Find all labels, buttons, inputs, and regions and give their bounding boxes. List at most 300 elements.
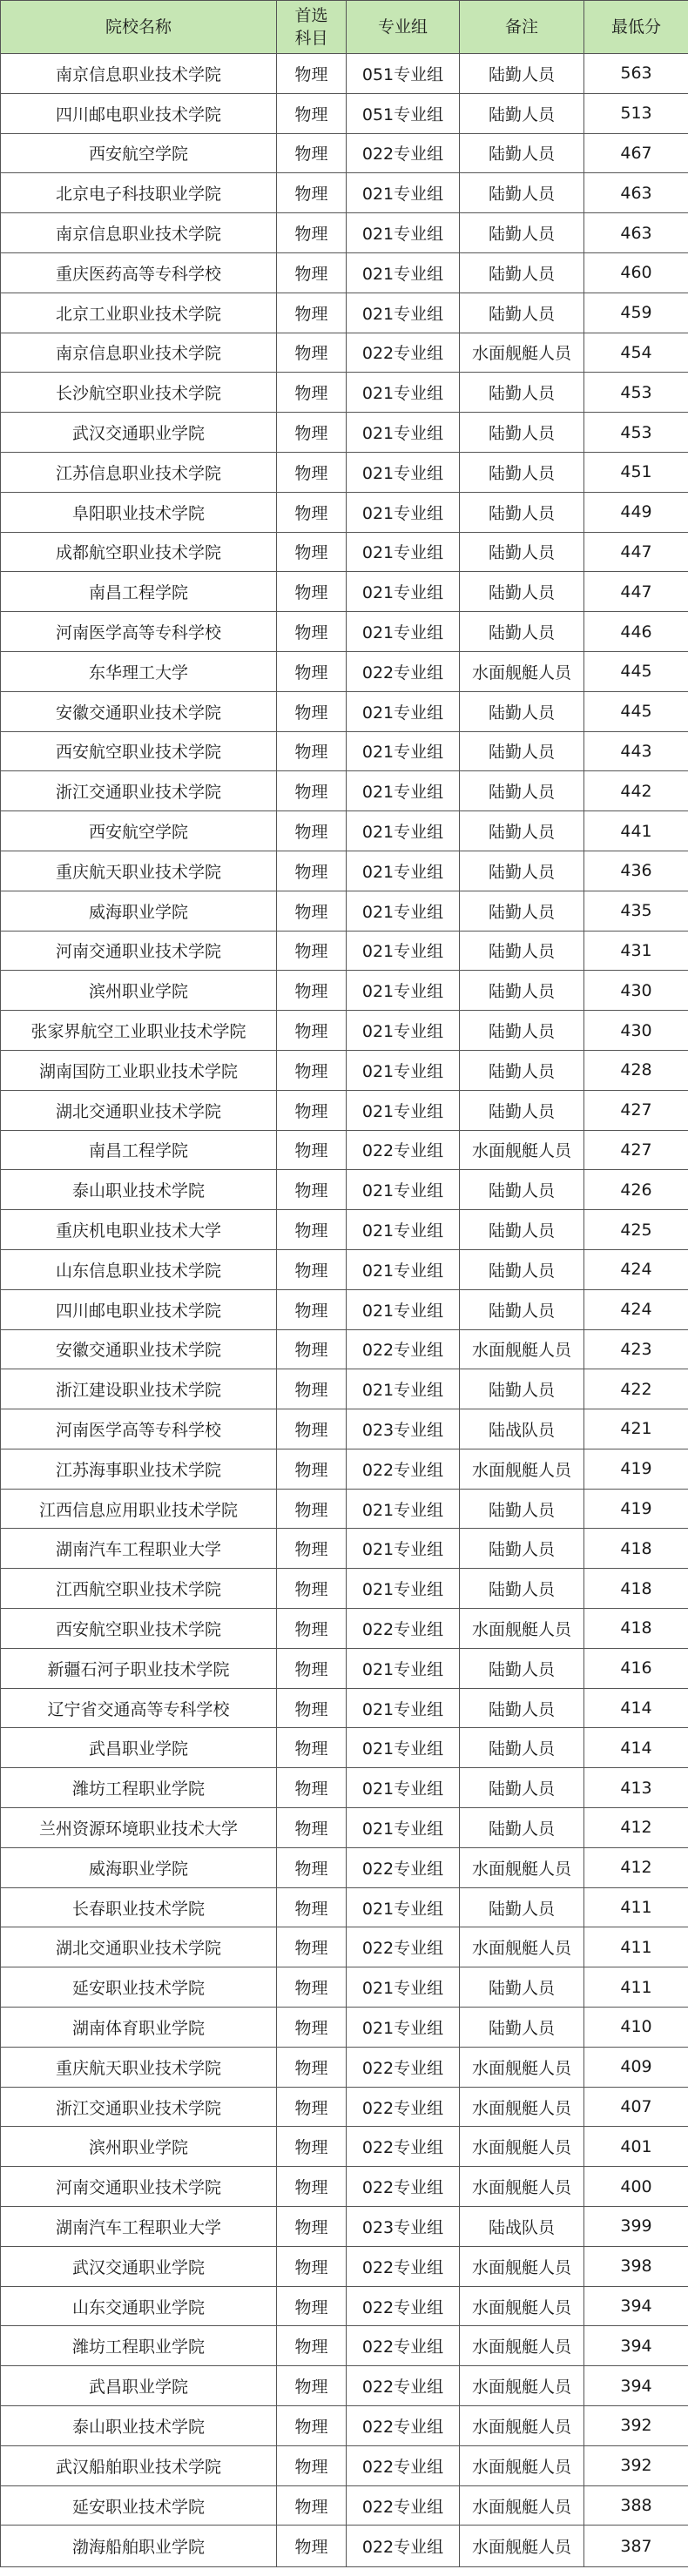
cell-subject: 物理 xyxy=(277,293,347,333)
cell-min-score: 422 xyxy=(584,1369,688,1409)
cell-subject: 物理 xyxy=(277,651,347,691)
cell-min-score: 419 xyxy=(584,1489,688,1529)
cell-remark: 水面舰艇人员 xyxy=(460,2286,584,2326)
cell-major-group: 021专业组 xyxy=(347,213,460,253)
cell-major-group: 021专业组 xyxy=(347,811,460,851)
cell-subject: 物理 xyxy=(277,1050,347,1090)
cell-min-score: 416 xyxy=(584,1648,688,1688)
cell-min-score: 410 xyxy=(584,2008,688,2048)
table-row xyxy=(1,1489,688,1529)
cell-school-name: 浙江建设职业技术学院 xyxy=(1,1369,277,1409)
cell-major-group: 022专业组 xyxy=(347,2366,460,2406)
table-header xyxy=(1,1,688,54)
cell-remark: 陆勤人员 xyxy=(460,971,584,1011)
cell-remark: 水面舰艇人员 xyxy=(460,1449,584,1489)
table-row xyxy=(1,333,688,373)
cell-school-name: 武昌职业学院 xyxy=(1,2366,277,2406)
cell-subject: 物理 xyxy=(277,2047,347,2087)
header-major-group: 专业组 xyxy=(347,1,460,54)
cell-min-score: 436 xyxy=(584,851,688,891)
table-row xyxy=(1,572,688,612)
cell-subject: 物理 xyxy=(277,1847,347,1887)
cell-major-group: 021专业组 xyxy=(347,492,460,532)
cell-major-group: 022专业组 xyxy=(347,2087,460,2127)
cell-min-score: 394 xyxy=(584,2326,688,2366)
cell-major-group: 021专业组 xyxy=(347,1967,460,2008)
cell-remark: 陆勤人员 xyxy=(460,492,584,532)
cell-school-name: 延安职业技术学院 xyxy=(1,2485,277,2526)
cell-school-name: 南昌工程学院 xyxy=(1,1130,277,1170)
table-row xyxy=(1,1210,688,1250)
table-row xyxy=(1,1011,688,1051)
cell-major-group: 021专业组 xyxy=(347,452,460,492)
cell-major-group: 021专业组 xyxy=(347,612,460,652)
cell-major-group: 021专业组 xyxy=(347,931,460,971)
cell-subject: 物理 xyxy=(277,173,347,213)
cell-school-name: 湖南汽车工程职业大学 xyxy=(1,2207,277,2247)
cell-min-score: 394 xyxy=(584,2366,688,2406)
cell-remark: 水面舰艇人员 xyxy=(460,1927,584,1967)
cell-major-group: 021专业组 xyxy=(347,1648,460,1688)
table-row xyxy=(1,213,688,253)
cell-major-group: 021专业组 xyxy=(347,1090,460,1130)
cell-min-score: 388 xyxy=(584,2485,688,2526)
cell-subject: 物理 xyxy=(277,2207,347,2247)
cell-min-score: 435 xyxy=(584,891,688,931)
cell-major-group: 022专业组 xyxy=(347,2246,460,2286)
table-row xyxy=(1,1569,688,1609)
cell-remark: 陆勤人员 xyxy=(460,213,584,253)
cell-min-score: 411 xyxy=(584,1927,688,1967)
cell-major-group: 051专业组 xyxy=(347,93,460,133)
cell-min-score: 418 xyxy=(584,1529,688,1569)
cell-school-name: 南京信息职业技术学院 xyxy=(1,54,277,94)
table-row xyxy=(1,1369,688,1409)
cell-school-name: 重庆机电职业技术大学 xyxy=(1,1210,277,1250)
cell-school-name: 北京电子科技职业学院 xyxy=(1,173,277,213)
cell-remark: 陆勤人员 xyxy=(460,1967,584,2008)
cell-school-name: 北京工业职业技术学院 xyxy=(1,293,277,333)
cell-subject: 物理 xyxy=(277,1927,347,1967)
cell-major-group: 022专业组 xyxy=(347,333,460,373)
cell-school-name: 西安航空职业技术学院 xyxy=(1,731,277,771)
cell-major-group: 022专业组 xyxy=(347,2526,460,2567)
cell-major-group: 022专业组 xyxy=(347,2485,460,2526)
cell-remark: 陆勤人员 xyxy=(460,1489,584,1529)
table-row xyxy=(1,1768,688,1808)
cell-subject: 物理 xyxy=(277,2286,347,2326)
cell-remark: 陆勤人员 xyxy=(460,1210,584,1250)
cell-min-score: 426 xyxy=(584,1170,688,1210)
cell-remark: 水面舰艇人员 xyxy=(460,2326,584,2366)
cell-school-name: 西安航空学院 xyxy=(1,811,277,851)
cell-remark: 水面舰艇人员 xyxy=(460,333,584,373)
cell-school-name: 重庆医药高等专科学校 xyxy=(1,252,277,293)
table-row xyxy=(1,851,688,891)
table-row xyxy=(1,1249,688,1289)
cell-school-name: 兰州资源环境职业技术大学 xyxy=(1,1808,277,1848)
cell-school-name: 重庆航天职业技术学院 xyxy=(1,2047,277,2087)
cell-school-name: 渤海船舶职业学院 xyxy=(1,2526,277,2567)
cell-remark: 陆勤人员 xyxy=(460,1050,584,1090)
cell-major-group: 022专业组 xyxy=(347,2127,460,2167)
cell-school-name: 湖南体育职业学院 xyxy=(1,2008,277,2048)
cell-min-score: 463 xyxy=(584,173,688,213)
cell-major-group: 021专业组 xyxy=(347,2008,460,2048)
cell-major-group: 021专业组 xyxy=(347,413,460,453)
cell-min-score: 387 xyxy=(584,2526,688,2567)
cell-subject: 物理 xyxy=(277,2485,347,2526)
cell-major-group: 022专业组 xyxy=(347,2286,460,2326)
cell-min-score: 441 xyxy=(584,811,688,851)
cell-school-name: 延安职业技术学院 xyxy=(1,1967,277,2008)
cell-remark: 陆勤人员 xyxy=(460,133,584,173)
cell-min-score: 398 xyxy=(584,2246,688,2286)
table-row xyxy=(1,2207,688,2247)
table-row xyxy=(1,1130,688,1170)
cell-remark: 水面舰艇人员 xyxy=(460,2167,584,2207)
cell-subject: 物理 xyxy=(277,1289,347,1329)
cell-remark: 陆勤人员 xyxy=(460,891,584,931)
cell-major-group: 023专业组 xyxy=(347,2207,460,2247)
table-row xyxy=(1,413,688,453)
cell-min-score: 430 xyxy=(584,1011,688,1051)
cell-subject: 物理 xyxy=(277,1648,347,1688)
cell-school-name: 河南医学高等专科学校 xyxy=(1,1409,277,1449)
cell-subject: 物理 xyxy=(277,54,347,94)
cell-major-group: 051专业组 xyxy=(347,54,460,94)
cell-remark: 陆勤人员 xyxy=(460,1887,584,1927)
cell-subject: 物理 xyxy=(277,373,347,413)
cell-min-score: 447 xyxy=(584,532,688,572)
cell-major-group: 021专业组 xyxy=(347,1887,460,1927)
cell-min-score: 409 xyxy=(584,2047,688,2087)
cell-subject: 物理 xyxy=(277,2167,347,2207)
cell-min-score: 449 xyxy=(584,492,688,532)
cell-subject: 物理 xyxy=(277,1489,347,1529)
table-row xyxy=(1,1887,688,1927)
cell-remark: 水面舰艇人员 xyxy=(460,2127,584,2167)
cell-remark: 水面舰艇人员 xyxy=(460,651,584,691)
cell-school-name: 安徽交通职业技术学院 xyxy=(1,1329,277,1369)
cell-remark: 陆勤人员 xyxy=(460,1011,584,1051)
cell-school-name: 江西航空职业技术学院 xyxy=(1,1569,277,1609)
cell-subject: 物理 xyxy=(277,1449,347,1489)
cell-major-group: 021专业组 xyxy=(347,1369,460,1409)
cell-major-group: 021专业组 xyxy=(347,1808,460,1848)
table-row xyxy=(1,651,688,691)
table-row xyxy=(1,252,688,293)
cell-major-group: 021专业组 xyxy=(347,1050,460,1090)
cell-remark: 陆勤人员 xyxy=(460,2008,584,2048)
cell-major-group: 021专业组 xyxy=(347,252,460,293)
cell-remark: 水面舰艇人员 xyxy=(460,1609,584,1649)
cell-min-score: 424 xyxy=(584,1289,688,1329)
cell-school-name: 重庆航天职业技术学院 xyxy=(1,851,277,891)
cell-school-name: 安徽交通职业技术学院 xyxy=(1,691,277,731)
table-body xyxy=(1,54,688,2567)
cell-school-name: 江西信息应用职业技术学院 xyxy=(1,1489,277,1529)
cell-school-name: 湖南国防工业职业技术学院 xyxy=(1,1050,277,1090)
cell-major-group: 021专业组 xyxy=(347,1569,460,1609)
cell-remark: 陆勤人员 xyxy=(460,1369,584,1409)
cell-min-score: 453 xyxy=(584,413,688,453)
cell-min-score: 445 xyxy=(584,691,688,731)
table-row xyxy=(1,452,688,492)
cell-major-group: 021专业组 xyxy=(347,891,460,931)
cell-subject: 物理 xyxy=(277,2366,347,2406)
cell-subject: 物理 xyxy=(277,2326,347,2366)
table-row xyxy=(1,1648,688,1688)
cell-major-group: 022专业组 xyxy=(347,2445,460,2485)
cell-subject: 物理 xyxy=(277,1170,347,1210)
cell-school-name: 西安航空学院 xyxy=(1,133,277,173)
cell-remark: 陆勤人员 xyxy=(460,293,584,333)
cell-subject: 物理 xyxy=(277,252,347,293)
cell-min-score: 454 xyxy=(584,333,688,373)
cell-major-group: 021专业组 xyxy=(347,731,460,771)
cell-school-name: 滨州职业学院 xyxy=(1,2127,277,2167)
table-row xyxy=(1,2246,688,2286)
cell-subject: 物理 xyxy=(277,691,347,731)
cell-school-name: 西安航空职业技术学院 xyxy=(1,1609,277,1649)
cell-major-group: 022专业组 xyxy=(347,2326,460,2366)
cell-major-group: 022专业组 xyxy=(347,1927,460,1967)
cell-school-name: 新疆石河子职业技术学院 xyxy=(1,1648,277,1688)
cell-major-group: 021专业组 xyxy=(347,1489,460,1529)
cell-subject: 物理 xyxy=(277,2246,347,2286)
cell-major-group: 021专业组 xyxy=(347,1289,460,1329)
cell-remark: 水面舰艇人员 xyxy=(460,2485,584,2526)
cell-major-group: 021专业组 xyxy=(347,1688,460,1728)
table-row xyxy=(1,532,688,572)
cell-min-score: 427 xyxy=(584,1130,688,1170)
table-row xyxy=(1,811,688,851)
table-row xyxy=(1,691,688,731)
cell-school-name: 湖北交通职业技术学院 xyxy=(1,1090,277,1130)
table-row xyxy=(1,293,688,333)
cell-min-score: 428 xyxy=(584,1050,688,1090)
cell-school-name: 河南交通职业技术学院 xyxy=(1,2167,277,2207)
cell-major-group: 021专业组 xyxy=(347,1768,460,1808)
table-row xyxy=(1,2366,688,2406)
table-row xyxy=(1,2326,688,2366)
cell-remark: 陆勤人员 xyxy=(460,373,584,413)
cell-subject: 物理 xyxy=(277,1409,347,1449)
table-row xyxy=(1,2167,688,2207)
cell-school-name: 武汉交通职业学院 xyxy=(1,413,277,453)
cell-min-score: 418 xyxy=(584,1569,688,1609)
cell-major-group: 021专业组 xyxy=(347,1728,460,1768)
cell-school-name: 江苏海事职业技术学院 xyxy=(1,1449,277,1489)
cell-min-score: 431 xyxy=(584,931,688,971)
table-row xyxy=(1,2047,688,2087)
cell-min-score: 463 xyxy=(584,213,688,253)
cell-major-group: 021专业组 xyxy=(347,173,460,213)
cell-major-group: 022专业组 xyxy=(347,2047,460,2087)
cell-remark: 陆勤人员 xyxy=(460,1648,584,1688)
cell-major-group: 021专业组 xyxy=(347,373,460,413)
cell-remark: 陆勤人员 xyxy=(460,1090,584,1130)
cell-min-score: 443 xyxy=(584,731,688,771)
cell-min-score: 421 xyxy=(584,1409,688,1449)
table-row xyxy=(1,173,688,213)
cell-min-score: 394 xyxy=(584,2286,688,2326)
cell-min-score: 411 xyxy=(584,1887,688,1927)
cell-school-name: 江苏信息职业技术学院 xyxy=(1,452,277,492)
cell-school-name: 泰山职业技术学院 xyxy=(1,2406,277,2446)
cell-major-group: 021专业组 xyxy=(347,771,460,811)
table-row xyxy=(1,1090,688,1130)
cell-school-name: 河南交通职业技术学院 xyxy=(1,931,277,971)
table-row xyxy=(1,1289,688,1329)
cell-major-group: 021专业组 xyxy=(347,1529,460,1569)
cell-school-name: 南昌工程学院 xyxy=(1,572,277,612)
cell-subject: 物理 xyxy=(277,1728,347,1768)
cell-school-name: 河南医学高等专科学校 xyxy=(1,612,277,652)
cell-major-group: 021专业组 xyxy=(347,1170,460,1210)
table-row xyxy=(1,2286,688,2326)
cell-remark: 陆勤人员 xyxy=(460,731,584,771)
cell-remark: 水面舰艇人员 xyxy=(460,1847,584,1887)
cell-subject: 物理 xyxy=(277,532,347,572)
table-row xyxy=(1,1170,688,1210)
cell-min-score: 459 xyxy=(584,293,688,333)
table-row xyxy=(1,373,688,413)
cell-subject: 物理 xyxy=(277,1249,347,1289)
cell-school-name: 长沙航空职业技术学院 xyxy=(1,373,277,413)
cell-school-name: 成都航空职业技术学院 xyxy=(1,532,277,572)
cell-major-group: 021专业组 xyxy=(347,293,460,333)
cell-remark: 陆勤人员 xyxy=(460,1529,584,1569)
header-school-name: 院校名称 xyxy=(1,1,277,54)
header-min-score: 最低分 xyxy=(584,1,688,54)
cell-subject: 物理 xyxy=(277,1329,347,1369)
cell-school-name: 滨州职业学院 xyxy=(1,971,277,1011)
cell-min-score: 453 xyxy=(584,373,688,413)
cell-remark: 陆勤人员 xyxy=(460,771,584,811)
cell-remark: 陆勤人员 xyxy=(460,931,584,971)
cell-remark: 陆勤人员 xyxy=(460,691,584,731)
cell-subject: 物理 xyxy=(277,93,347,133)
table-row xyxy=(1,1609,688,1649)
cell-remark: 水面舰艇人员 xyxy=(460,2406,584,2446)
cell-major-group: 021专业组 xyxy=(347,851,460,891)
table-row xyxy=(1,2526,688,2567)
cell-remark: 水面舰艇人员 xyxy=(460,1130,584,1170)
table-row xyxy=(1,731,688,771)
cell-school-name: 辽宁省交通高等专科学校 xyxy=(1,1688,277,1728)
cell-remark: 陆勤人员 xyxy=(460,173,584,213)
cell-subject: 物理 xyxy=(277,891,347,931)
cell-subject: 物理 xyxy=(277,1529,347,1569)
cell-school-name: 湖北交通职业技术学院 xyxy=(1,1927,277,1967)
cell-school-name: 四川邮电职业技术学院 xyxy=(1,93,277,133)
cell-remark: 陆勤人员 xyxy=(460,1170,584,1210)
cell-remark: 水面舰艇人员 xyxy=(460,1329,584,1369)
cell-subject: 物理 xyxy=(277,1130,347,1170)
table-row xyxy=(1,54,688,94)
cell-min-score: 411 xyxy=(584,1967,688,2008)
cell-school-name: 张家界航空工业职业技术学院 xyxy=(1,1011,277,1051)
cell-remark: 陆战队员 xyxy=(460,2207,584,2247)
cell-min-score: 445 xyxy=(584,651,688,691)
cell-major-group: 022专业组 xyxy=(347,1130,460,1170)
cell-school-name: 南京信息职业技术学院 xyxy=(1,333,277,373)
cell-major-group: 023专业组 xyxy=(347,1409,460,1449)
cell-subject: 物理 xyxy=(277,1210,347,1250)
header-subject: 首选 科目 xyxy=(277,1,347,54)
cell-school-name: 威海职业学院 xyxy=(1,1847,277,1887)
table-row xyxy=(1,133,688,173)
cell-subject: 物理 xyxy=(277,811,347,851)
cell-remark: 陆勤人员 xyxy=(460,1688,584,1728)
cell-min-score: 419 xyxy=(584,1449,688,1489)
table-row xyxy=(1,1688,688,1728)
cell-school-name: 武汉交通职业学院 xyxy=(1,2246,277,2286)
table-row xyxy=(1,93,688,133)
cell-remark: 水面舰艇人员 xyxy=(460,2047,584,2087)
cell-subject: 物理 xyxy=(277,333,347,373)
cell-major-group: 021专业组 xyxy=(347,572,460,612)
cell-min-score: 399 xyxy=(584,2207,688,2247)
cell-remark: 陆勤人员 xyxy=(460,1569,584,1609)
cell-school-name: 湖南汽车工程职业大学 xyxy=(1,1529,277,1569)
cell-min-score: 392 xyxy=(584,2406,688,2446)
cell-major-group: 021专业组 xyxy=(347,532,460,572)
cell-subject: 物理 xyxy=(277,1609,347,1649)
cell-min-score: 407 xyxy=(584,2087,688,2127)
table-row xyxy=(1,2087,688,2127)
table-row xyxy=(1,1529,688,1569)
cell-school-name: 浙江交通职业技术学院 xyxy=(1,771,277,811)
cell-subject: 物理 xyxy=(277,1011,347,1051)
cell-subject: 物理 xyxy=(277,2087,347,2127)
cell-subject: 物理 xyxy=(277,572,347,612)
cell-major-group: 021专业组 xyxy=(347,1249,460,1289)
cell-major-group: 022专业组 xyxy=(347,1449,460,1489)
cell-subject: 物理 xyxy=(277,2127,347,2167)
cell-subject: 物理 xyxy=(277,1808,347,1848)
cell-subject: 物理 xyxy=(277,2526,347,2567)
cell-min-score: 442 xyxy=(584,771,688,811)
cell-min-score: 413 xyxy=(584,1768,688,1808)
cell-remark: 陆勤人员 xyxy=(460,252,584,293)
cell-school-name: 山东交通职业学院 xyxy=(1,2286,277,2326)
cell-min-score: 427 xyxy=(584,1090,688,1130)
cell-min-score: 563 xyxy=(584,54,688,94)
cell-remark: 陆勤人员 xyxy=(460,54,584,94)
cell-school-name: 浙江交通职业技术学院 xyxy=(1,2087,277,2127)
table-row xyxy=(1,1050,688,1090)
cell-major-group: 021专业组 xyxy=(347,1210,460,1250)
table-row xyxy=(1,931,688,971)
cell-school-name: 武昌职业学院 xyxy=(1,1728,277,1768)
cell-remark: 陆勤人员 xyxy=(460,612,584,652)
cell-major-group: 022专业组 xyxy=(347,2406,460,2446)
cell-remark: 陆勤人员 xyxy=(460,452,584,492)
cell-min-score: 451 xyxy=(584,452,688,492)
cell-subject: 物理 xyxy=(277,731,347,771)
cell-school-name: 潍坊工程职业学院 xyxy=(1,1768,277,1808)
cell-subject: 物理 xyxy=(277,971,347,1011)
table-row xyxy=(1,2406,688,2446)
cell-school-name: 阜阳职业技术学院 xyxy=(1,492,277,532)
cell-school-name: 武汉船舶职业技术学院 xyxy=(1,2445,277,2485)
cell-min-score: 401 xyxy=(584,2127,688,2167)
cell-major-group: 022专业组 xyxy=(347,1329,460,1369)
table-row xyxy=(1,771,688,811)
